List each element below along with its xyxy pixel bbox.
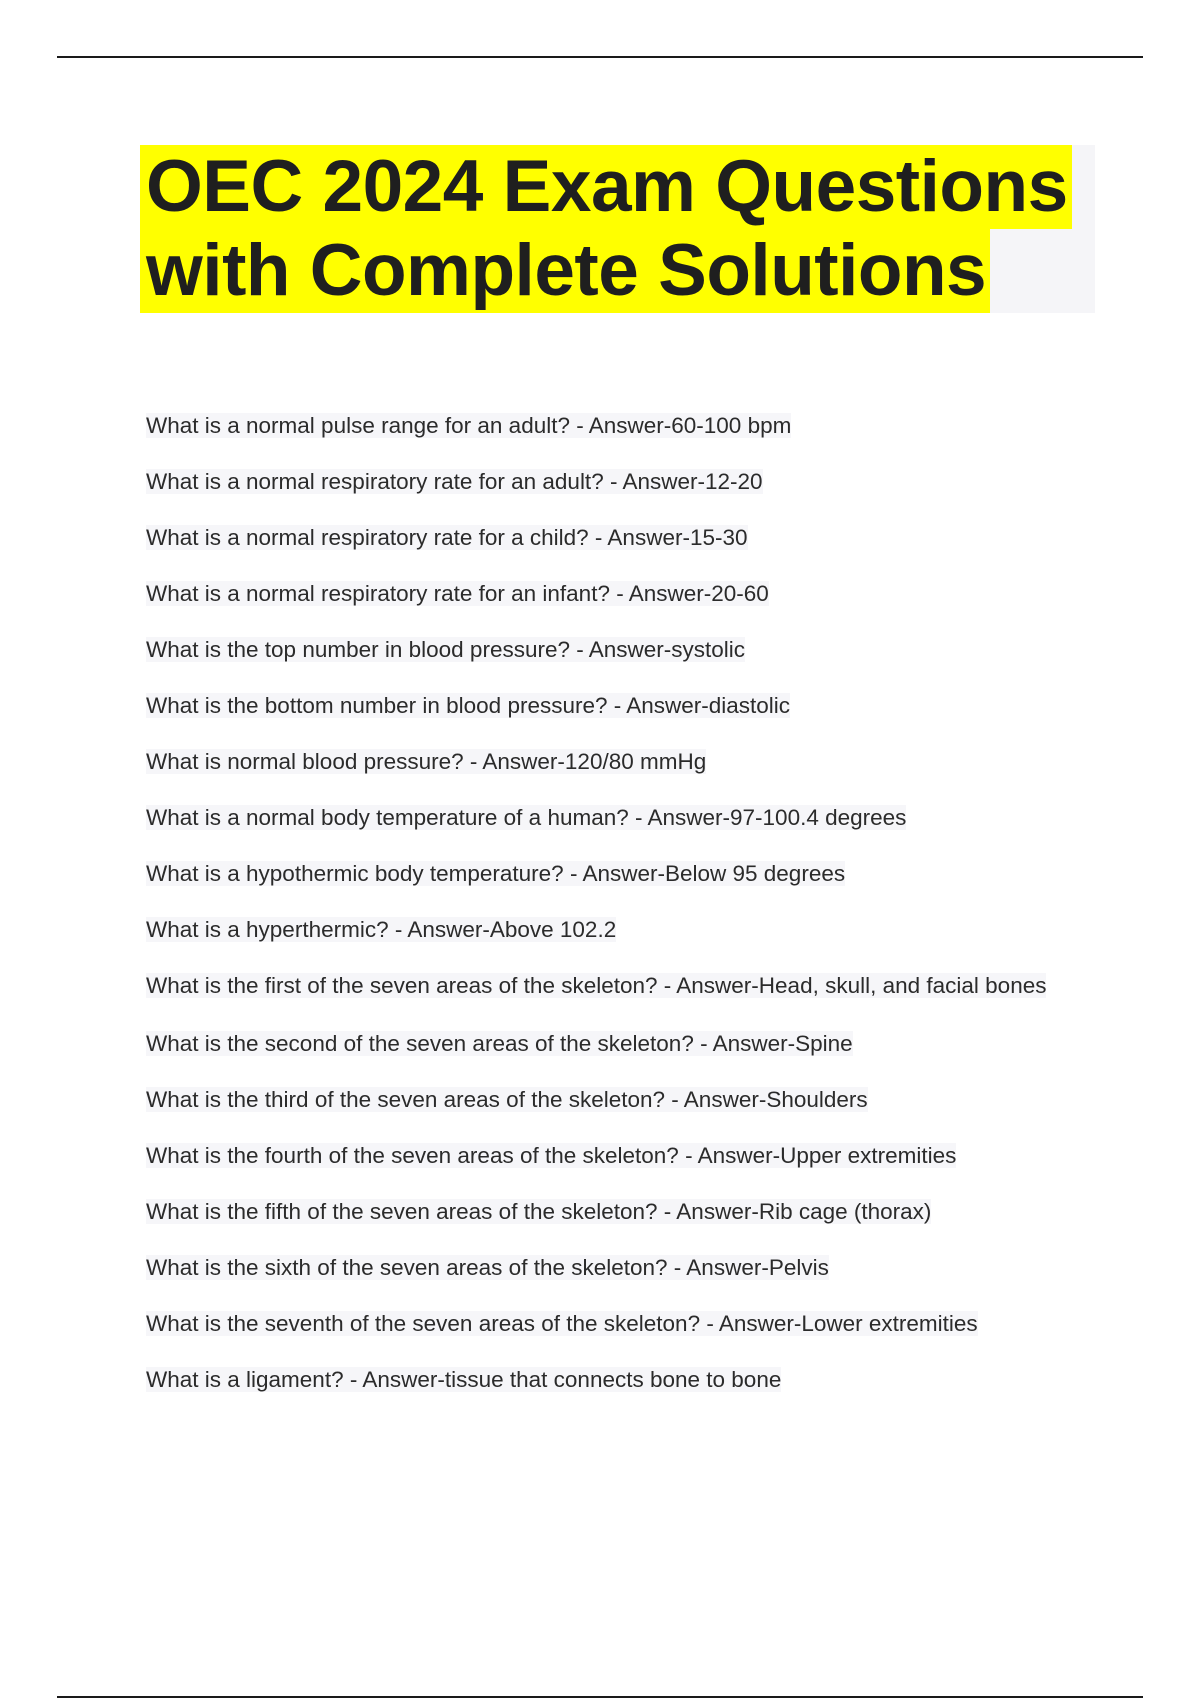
qa-item: What is a normal respiratory rate for an infant? - Answer-20-60 (146, 581, 769, 606)
qa-item: What is the third of the seven areas of the skeleton? - Answer-Shoulders (146, 1087, 868, 1112)
qa-item: What is a normal body temperature of a human? - Answer-97-100.4 degrees (146, 805, 907, 830)
qa-item: What is the bottom number in blood pressure? - Answer-diastolic (146, 693, 791, 718)
bottom-divider (57, 1696, 1143, 1698)
qa-item: What is the top number in blood pressure? - Answer-systolic (146, 637, 746, 662)
page-title (140, 145, 1095, 313)
top-divider (57, 56, 1143, 58)
qa-item: What is a normal respiratory rate for a child? - Answer-15-30 (146, 525, 748, 550)
qa-item: What is a normal pulse range for an adult? - Answer-60-100 bpm (146, 413, 792, 438)
qa-item: What is normal blood pressure? - Answer-120/80 mmHg (146, 749, 707, 774)
qa-item: What is a hyperthermic? - Answer-Above 102.2 (146, 917, 617, 942)
qa-item: What is a ligament? - Answer-tissue that connects bone to bone (146, 1367, 782, 1392)
question-answer-list (146, 412, 1066, 1422)
title-line-2: with Complete Solutions (140, 229, 990, 313)
qa-item: What is the fifth of the seven areas of the skeleton? - Answer-Rib cage (thorax) (146, 1199, 932, 1224)
title-line-1: OEC 2024 Exam Questions (140, 145, 1072, 229)
qa-item: What is the sixth of the seven areas of the skeleton? - Answer-Pelvis (146, 1255, 829, 1280)
qa-item: What is the fourth of the seven areas of the skeleton? - Answer-Upper extremities (146, 1143, 957, 1168)
qa-item: What is a normal respiratory rate for an adult? - Answer-12-20 (146, 469, 763, 494)
qa-item: What is the seventh of the seven areas of the skeleton? - Answer-Lower extremities (146, 1311, 978, 1336)
qa-item: What is the first of the seven areas of the skeleton? - Answer-Head, skull, and facial bones (146, 973, 1047, 998)
title-block (140, 145, 1095, 313)
qa-item: What is the second of the seven areas of the skeleton? - Answer-Spine (146, 1031, 853, 1056)
qa-item: What is a hypothermic body temperature? - Answer-Below 95 degrees (146, 861, 846, 886)
